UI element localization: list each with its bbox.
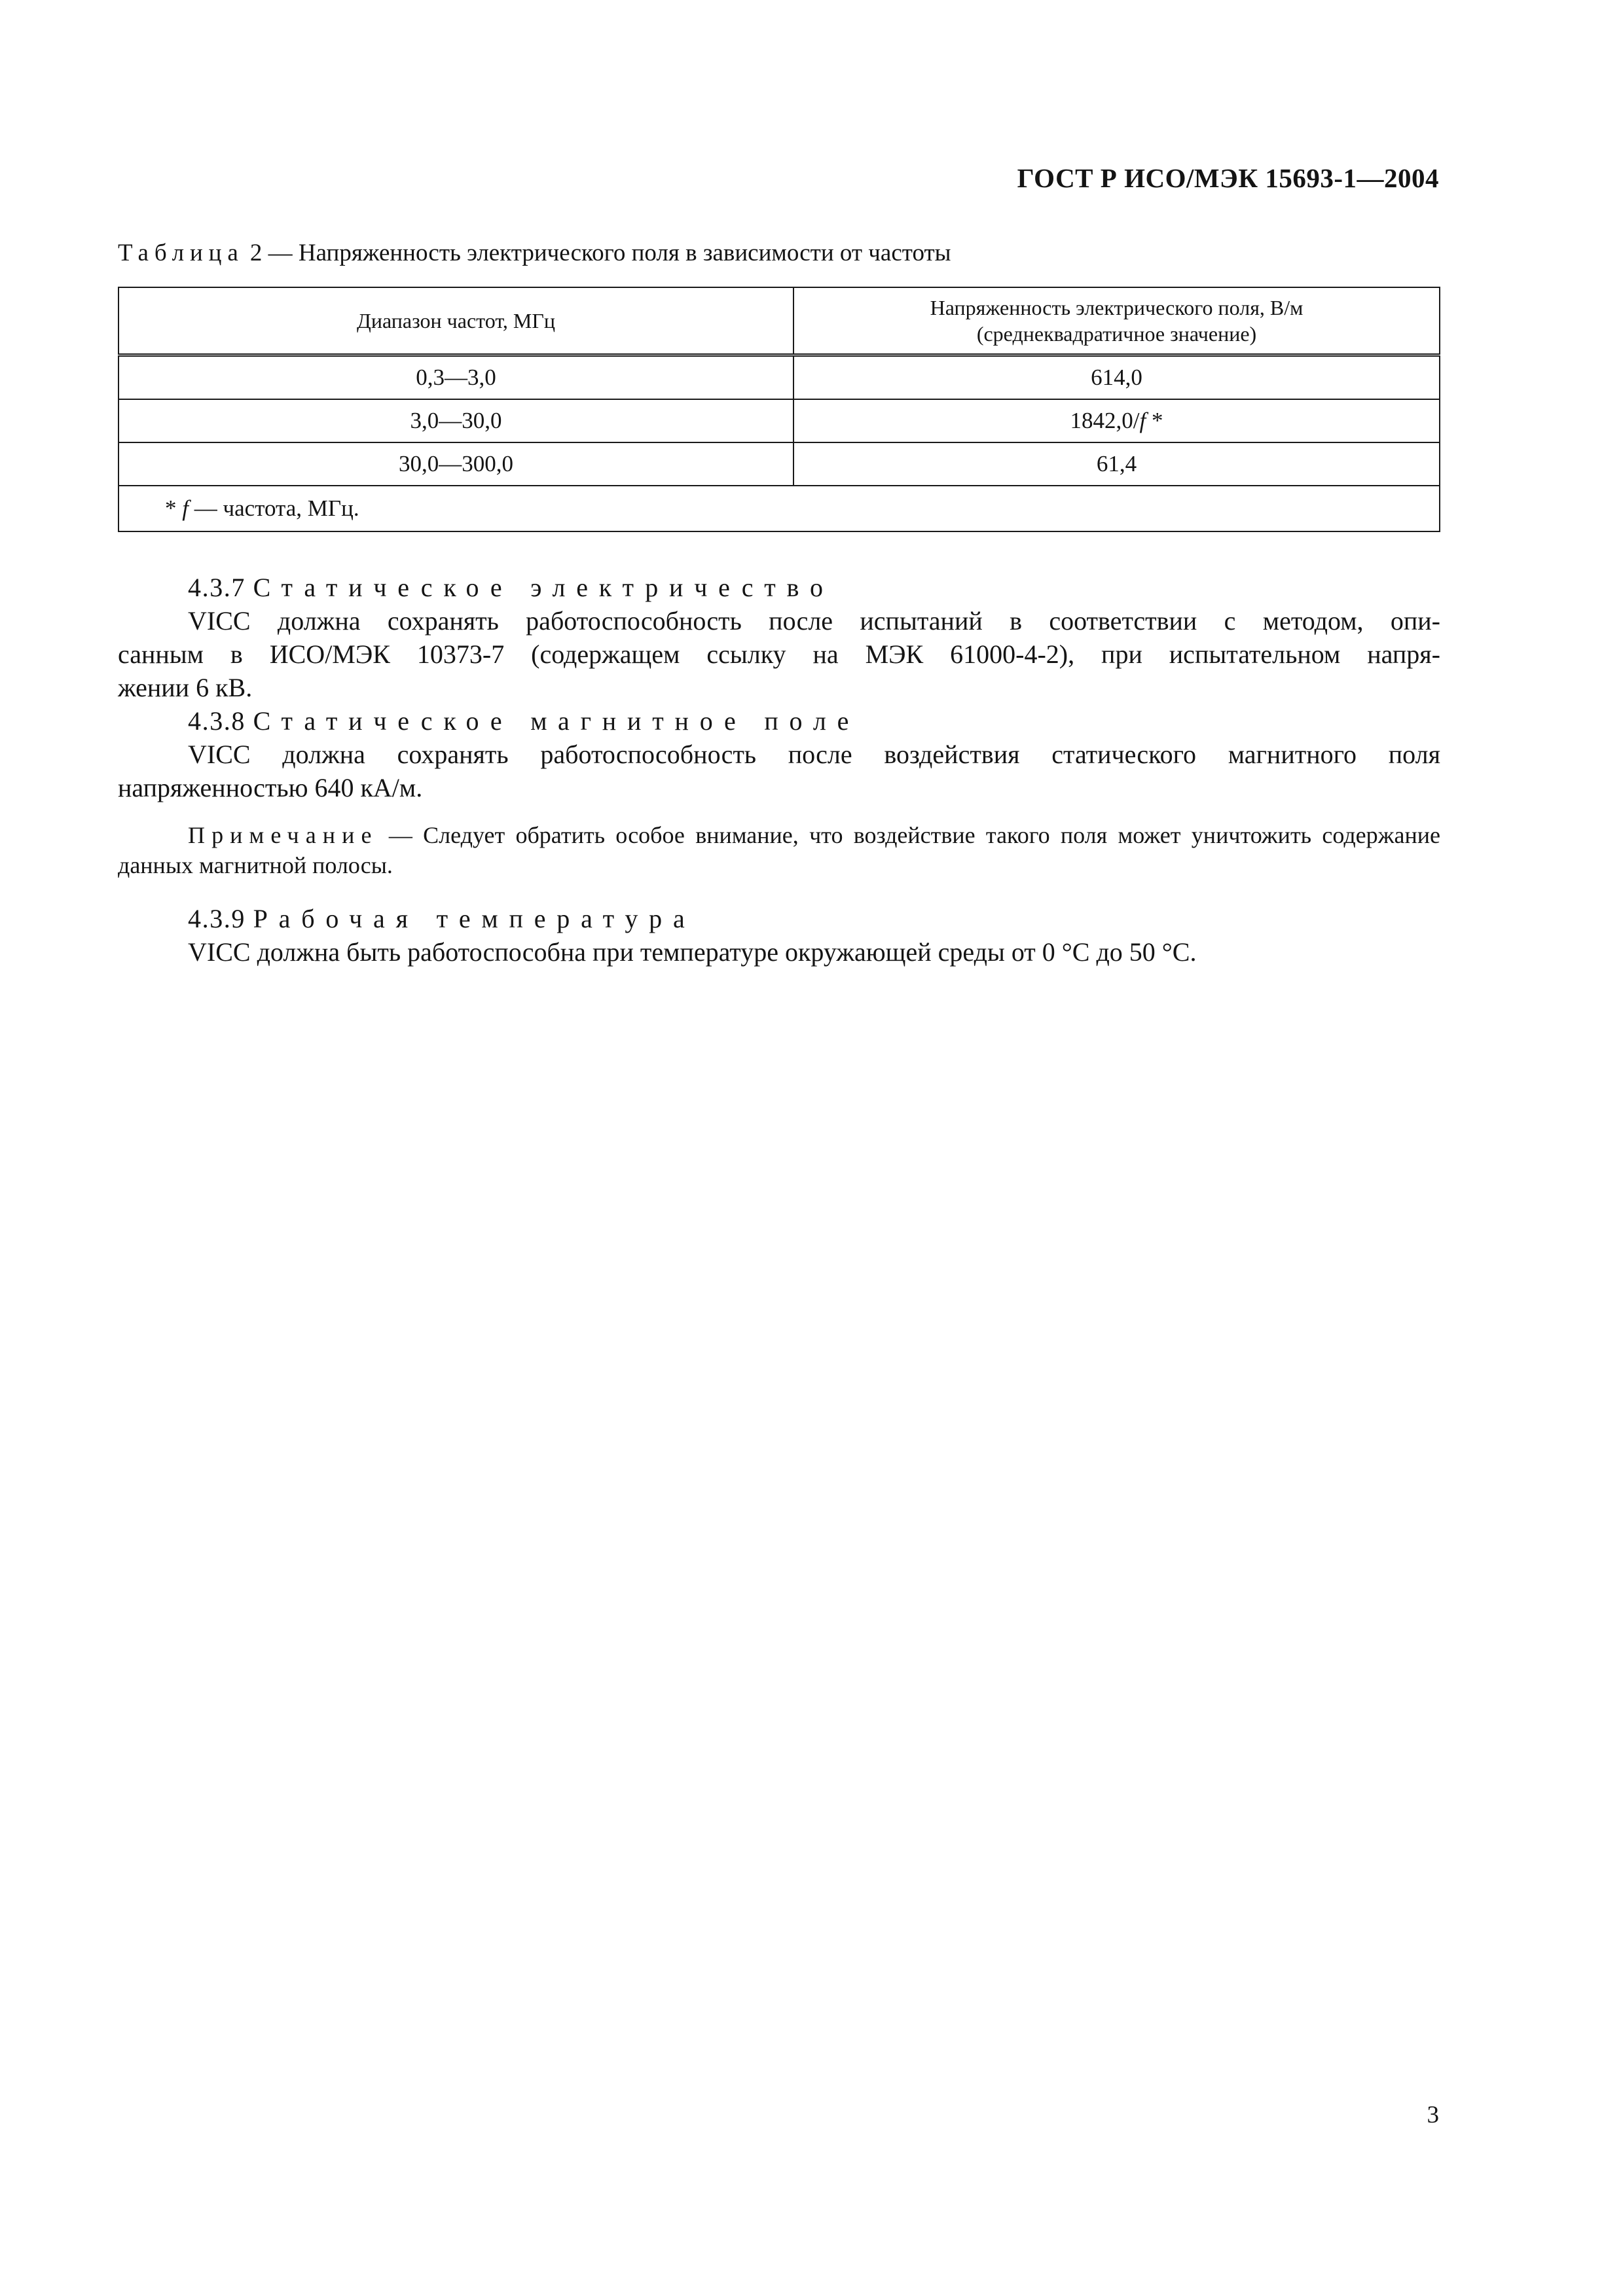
note-label: Примечание bbox=[188, 822, 378, 848]
table-footnote-row bbox=[119, 486, 1440, 531]
page-number: 3 bbox=[1427, 2102, 1439, 2128]
frequency-range-cell: 30,0—300,0 bbox=[119, 442, 793, 486]
section-heading bbox=[118, 571, 1440, 604]
section-4-3-7 bbox=[118, 571, 1440, 704]
field-strength-cell: 61,4 bbox=[793, 442, 1440, 486]
section-number: 4.3.9 bbox=[188, 904, 253, 933]
document-code-header: ГОСТ Р ИСО/МЭК 15693-1—2004 bbox=[1017, 163, 1439, 193]
note-paragraph bbox=[118, 820, 1440, 880]
frequency-range-cell: 3,0—30,0 bbox=[119, 399, 793, 442]
table-caption-text: 2 — Напряженность электрического поля в зависимости от частоты bbox=[244, 240, 951, 266]
column-header-field-strength bbox=[793, 287, 1440, 355]
column-header-field-strength-line-1: Напряженность электрического поля, В/м bbox=[930, 296, 1304, 319]
section-title: Рабочая температура bbox=[253, 904, 696, 933]
section-4-3-8 bbox=[118, 704, 1440, 804]
footnote-variable: f bbox=[182, 495, 189, 521]
table-caption bbox=[118, 239, 951, 267]
section-title: Статическое электричество bbox=[253, 573, 834, 602]
table-footnote bbox=[119, 486, 1440, 531]
table-row bbox=[119, 355, 1440, 400]
frequency-variable: f bbox=[1139, 408, 1146, 433]
section-heading bbox=[118, 902, 1440, 935]
note-text: — Следует обратить особое внимание, что воздействие такого поля может уничтожить содержание данных магнитной полосы. bbox=[118, 822, 1440, 878]
frequency-range-cell: 0,3—3,0 bbox=[119, 355, 793, 400]
table-header-row bbox=[119, 287, 1440, 355]
section-title: Статическое магнитное поле bbox=[253, 706, 860, 736]
field-strength-cell: 614,0 bbox=[793, 355, 1440, 400]
section-number: 4.3.8 bbox=[188, 706, 253, 736]
field-strength-cell bbox=[793, 399, 1440, 442]
footnote-mark: * bbox=[165, 495, 183, 521]
footnote-text: — частота, МГц. bbox=[188, 495, 359, 521]
section-body-line: VICC должна сохранять работоспособность после испытаний в соответствии с методом, опи- bbox=[188, 606, 1440, 636]
section-body-line: жении 6 кВ. bbox=[118, 673, 253, 702]
section-heading bbox=[118, 704, 1440, 738]
table-caption-label: Таблица bbox=[118, 240, 244, 266]
field-strength-value: 1842,0/ bbox=[1070, 408, 1140, 433]
column-header-field-strength-line-2: (среднеквадратичное значение) bbox=[976, 322, 1257, 346]
section-4-3-9 bbox=[118, 902, 1440, 969]
table-row bbox=[119, 399, 1440, 442]
column-header-frequency-range: Диапазон частот, МГц bbox=[119, 287, 793, 355]
field-strength-table bbox=[118, 287, 1440, 532]
section-body-line: VICC должна сохранять работоспособность после воздействия статического магнитного поля bbox=[188, 740, 1440, 769]
footnote-marker: * bbox=[1146, 408, 1163, 433]
section-body-line: напряженностью 640 кА/м. bbox=[118, 773, 423, 802]
section-number: 4.3.7 bbox=[188, 573, 253, 602]
section-body-line: санным в ИСО/МЭК 10373-7 (содержащем ссылку на МЭК 61000-4-2), при испытательном напря- bbox=[118, 639, 1440, 669]
table-row bbox=[119, 442, 1440, 486]
section-body-line: VICC должна быть работоспособна при температуре окружающей среды от 0 °С до 50 °С. bbox=[188, 937, 1197, 967]
